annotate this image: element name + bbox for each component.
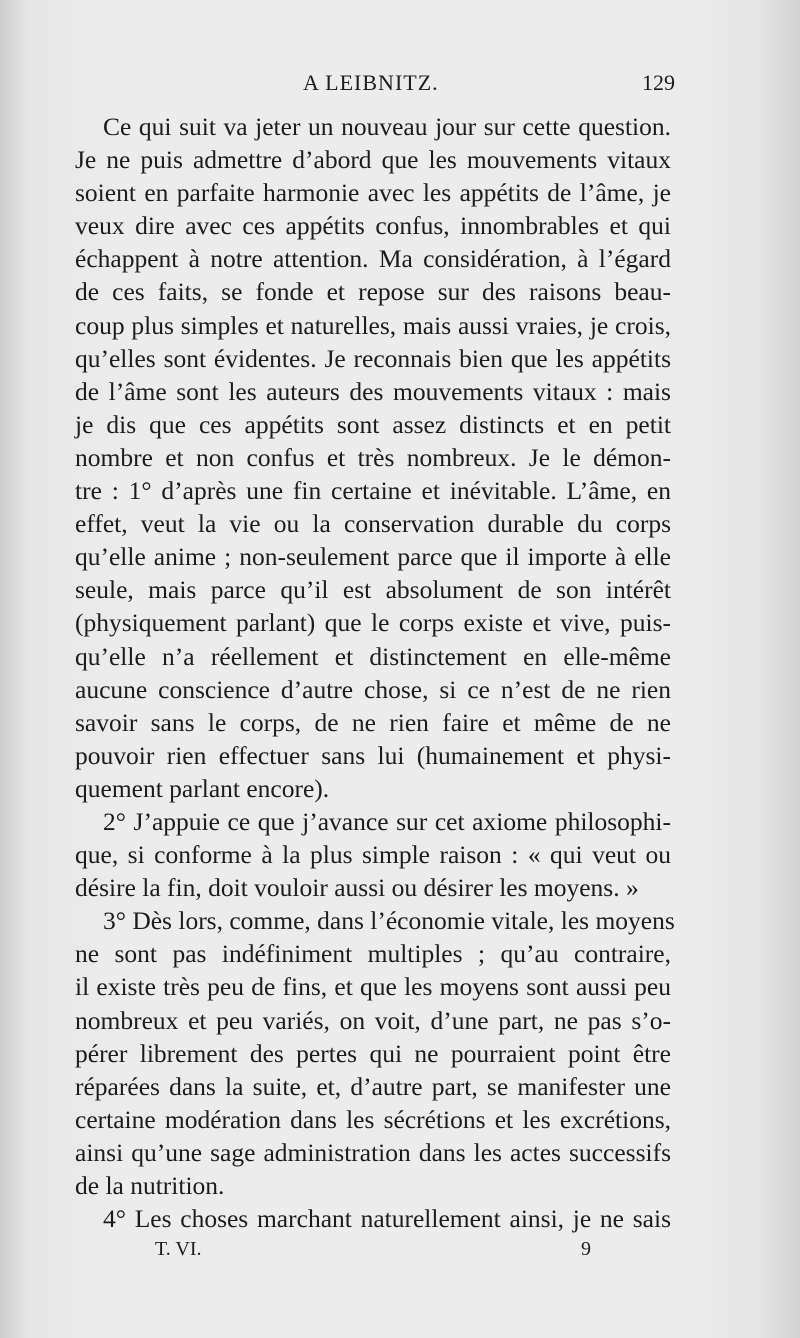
text-line: veux dire avec ces appétits confus, innombrables et qui bbox=[75, 211, 671, 241]
text-line: désire la fin, doit vouloir aussi ou désirer les moyens. » bbox=[75, 873, 639, 903]
text-line: ainsi qu’une sage administration dans les actes successifs bbox=[75, 1137, 671, 1167]
text-line: 2° J’appuie ce que j’avance sur cet axiome philosophi- bbox=[103, 806, 671, 836]
text-line: coup plus simples et naturelles, mais aussi vraies, je crois, bbox=[75, 310, 671, 340]
text-line: Ce qui suit va jeter un nouveau jour sur cette question. bbox=[103, 112, 671, 141]
text-line: (physiquement parlant) que le corps existe et vive, puis- bbox=[75, 608, 671, 638]
text-line: nombreux et peu variés, on voit, d’une part, ne pas s’o- bbox=[75, 1005, 671, 1035]
text-line: quement parlant encore). bbox=[75, 773, 330, 803]
signature-mark: 9 bbox=[581, 1238, 591, 1260]
text-line: réparées dans la suite, et, d’autre part, se manifester une bbox=[75, 1071, 671, 1101]
page-number: 129 bbox=[642, 70, 675, 95]
text-line: nombre et non confus et très nombreux. Je le démon- bbox=[75, 442, 671, 472]
text-line: ne sont pas indéfiniment multiples ; qu’au contraire, bbox=[75, 939, 671, 969]
text-line: qu’elle anime ; non-seulement parce que il importe à elle bbox=[75, 542, 671, 572]
text-line: qu’elle n’a réellement et distinctement en elle-même bbox=[75, 641, 671, 671]
text-line: 3° Dès lors, comme, dans l’économie vitale, les moyens bbox=[103, 906, 675, 936]
text-line: certaine modération dans les sécrétions et les excrétions, bbox=[75, 1104, 671, 1134]
running-head bbox=[75, 70, 675, 102]
text-line: Je ne puis admettre d’abord que les mouvements vitaux bbox=[75, 145, 671, 175]
text-line: de ces faits, se fonde et repose sur des raisons beau- bbox=[75, 277, 671, 307]
running-title: A LEIBNITZ. bbox=[303, 70, 439, 95]
text-line: de l’âme sont les auteurs des mouvements vitaux : mais bbox=[75, 376, 671, 406]
text-line: de la nutrition. bbox=[75, 1171, 225, 1200]
text-line: échappent à notre attention. Ma considération, à l’égard bbox=[75, 244, 671, 274]
text-line: 4° Les choses marchant naturellement ainsi, je ne sais bbox=[103, 1204, 671, 1234]
text-line: seule, mais parce qu’il est absolument de son intérêt bbox=[75, 575, 671, 605]
text-line: pouvoir rien effectuer sans lui (humainement et physi- bbox=[75, 740, 671, 770]
text-line: que, si conforme à la plus simple raison : « qui veut ou bbox=[75, 840, 671, 870]
text-line: qu’elles sont évidentes. Je reconnais bien que les appétits bbox=[75, 343, 671, 373]
page-footer bbox=[75, 1238, 675, 1266]
volume-mark: T. VI. bbox=[155, 1238, 202, 1260]
text-line: soient en parfaite harmonie avec les appétits de l’âme, je bbox=[75, 178, 671, 208]
text-line: effet, veut la vie ou la conservation durable du corps bbox=[75, 509, 671, 539]
text-line: il existe très peu de fins, et que les moyens sont aussi peu bbox=[75, 972, 671, 1002]
text-line: tre : 1° d’après une fin certaine et inévitable. L’âme, en bbox=[75, 476, 671, 506]
text-line: savoir sans le corps, de ne rien faire et même de ne bbox=[75, 707, 671, 737]
text-line: aucune conscience d’autre chose, si ce n’est de ne rien bbox=[75, 674, 671, 704]
body-text bbox=[75, 110, 675, 1235]
text-line: je dis que ces appétits sont assez distincts et en petit bbox=[75, 409, 671, 439]
text-line: pérer librement des pertes qui ne pourraient point être bbox=[75, 1038, 671, 1068]
